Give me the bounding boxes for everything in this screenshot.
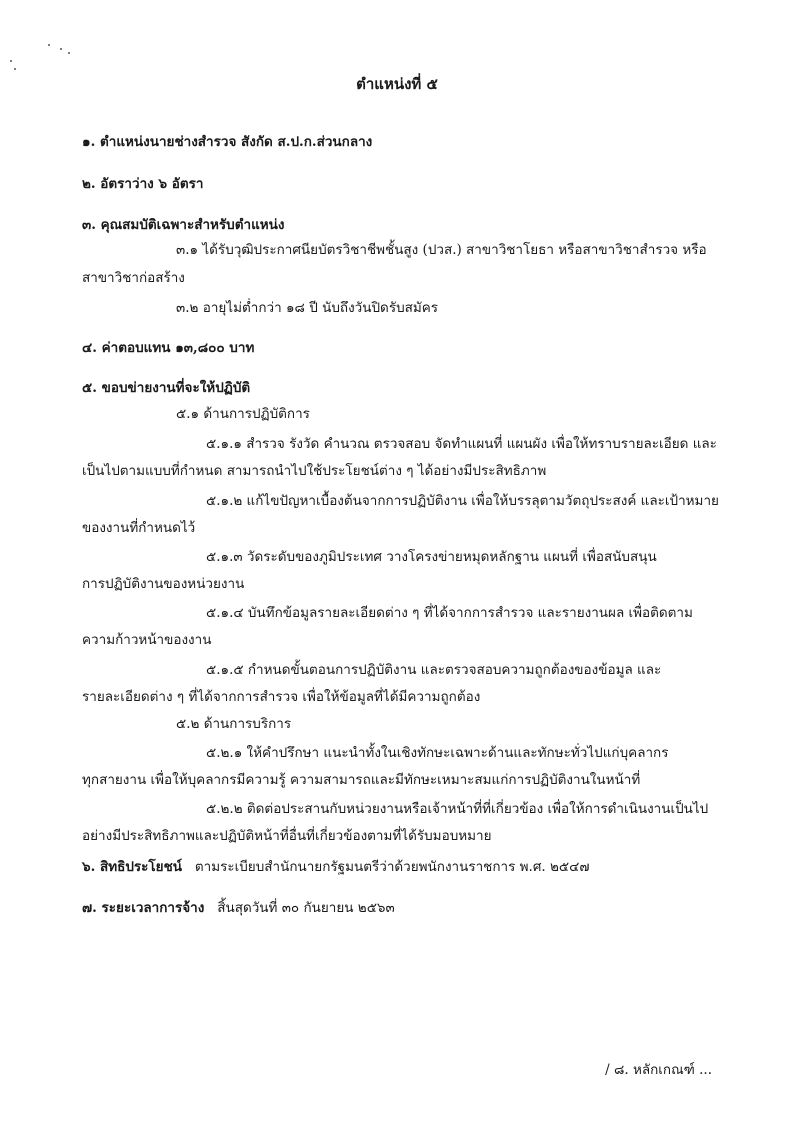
- item-1: ๑. ตำแหน่งนายช่างสำรวจ สังกัด ส.ป.ก.ส่วนกลาง: [82, 134, 373, 150]
- page-continuation-footer: / ๘. หลักเกณฑ์ ...: [605, 1062, 712, 1078]
- item-5-1-4-line1: ๕.๑.๔ บันทึกข้อมูลรายละเอียดต่าง ๆ ที่ได้จากการสำรวจ และรายงานผล เพื่อติดตาม: [206, 605, 693, 621]
- item-5-2-1-line2: ทุกสายงาน เพื่อให้บุคลากรมีความรู้ ความสามารถและมีทักษะเหมาะสมแก่การปฏิบัติงานในหน้าที่: [82, 772, 641, 788]
- item-5-1-5-line2: รายละเอียดต่าง ๆ ที่ได้จากการสำรวจ เพื่อให้ข้อมูลที่ได้มีความถูกต้อง: [82, 689, 481, 705]
- item-3-1-line1: ๓.๑ ได้รับวุฒิประกาศนียบัตรวิชาชีพชั้นสูง (ปวส.) สาขาวิชาโยธา หรือสาขาวิชาสำรวจ หรือ: [176, 242, 707, 258]
- item-2: ๒. อัตราว่าง ๖ อัตรา: [82, 176, 204, 192]
- item-5-1-5-line1: ๕.๑.๕ กำหนดขั้นตอนการปฏิบัติงาน และตรวจสอบความถูกต้องของข้อมูล และ: [206, 662, 662, 678]
- item-5: ๕. ขอบข่ายงานที่จะให้ปฏิบัติ: [82, 380, 251, 396]
- item-5-2: ๕.๒ ด้านการบริการ: [176, 716, 292, 732]
- item-5-1-3-line2: การปฏิบัติงานของหน่วยงาน: [82, 576, 245, 592]
- item-7: [82, 896, 395, 918]
- item-5-2-2-line2: อย่างมีประสิทธิภาพและปฏิบัติหน้าที่อื่นที่เกี่ยวข้องตามที่ได้รับมอบหมาย: [82, 828, 492, 844]
- item-5-2-1-line1: ๕.๒.๑ ให้คำปรึกษา แนะนำทั้งในเชิงทักษะเฉพาะด้านและทักษะทั่วไปแก่บุคลากร: [206, 745, 669, 761]
- item-3: ๓. คุณสมบัติเฉพาะสำหรับตำแหน่ง: [82, 217, 285, 233]
- item-3-2: ๓.๒ อายุไม่ต่ำกว่า ๑๘ ปี นับถึงวันปิดรับสมัคร: [176, 300, 439, 316]
- item-6-label: ๖. สิทธิประโยชน์: [82, 859, 182, 875]
- item-6-text: ตามระเบียบสำนักนายกรัฐมนตรีว่าด้วยพนักงานราชการ พ.ศ. ๒๕๔๗: [194, 859, 590, 875]
- item-3-1-line2: สาขาวิชาก่อสร้าง: [82, 270, 185, 286]
- item-5-1-2-line2: ของงานที่กำหนดไว้: [82, 520, 196, 536]
- item-5-1-3-line1: ๕.๑.๓ วัดระดับของภูมิประเทศ วางโครงข่ายหมุดหลักฐาน แผนที่ เพื่อสนับสนุน: [206, 549, 657, 565]
- item-5-2-2-line1: ๕.๒.๒ ติดต่อประสานกับหน่วยงานหรือเจ้าหน้าที่ที่เกี่ยวข้อง เพื่อให้การดำเนินงานเป็นไป: [206, 801, 709, 817]
- item-7-label: ๗. ระยะเวลาการจ้าง: [82, 900, 205, 916]
- item-5-1-1-line2: เป็นไปตามแบบที่กำหนด สามารถนำไปใช้ประโยชน์ต่าง ๆ ได้อย่างมีประสิทธิภาพ: [82, 463, 547, 479]
- item-6: [82, 855, 589, 877]
- item-5-1-1-line1: ๕.๑.๑ สำรวจ รังวัด คำนวณ ตรวจสอบ จัดทำแผนที่ แผนผัง เพื่อให้ทราบรายละเอียด และ: [206, 436, 717, 452]
- item-5-1: ๕.๑ ด้านการปฏิบัติการ: [176, 406, 310, 422]
- item-7-text: สิ้นสุดวันที่ ๓๐ กันยายน ๒๕๖๓: [217, 900, 395, 916]
- item-5-1-4-line2: ความก้าวหน้าของงาน: [82, 632, 212, 648]
- item-4: ๔. ค่าตอบแทน ๑๓,๘๐๐ บาท: [82, 340, 255, 356]
- page-title: ตำแหน่งที่ ๕: [356, 75, 438, 93]
- item-5-1-2-line1: ๕.๑.๒ แก้ไขปัญหาเบื้องต้นจากการปฏิบัติงาน เพื่อให้บรรลุตามวัตถุประสงค์ และเป้าหมาย: [206, 493, 719, 509]
